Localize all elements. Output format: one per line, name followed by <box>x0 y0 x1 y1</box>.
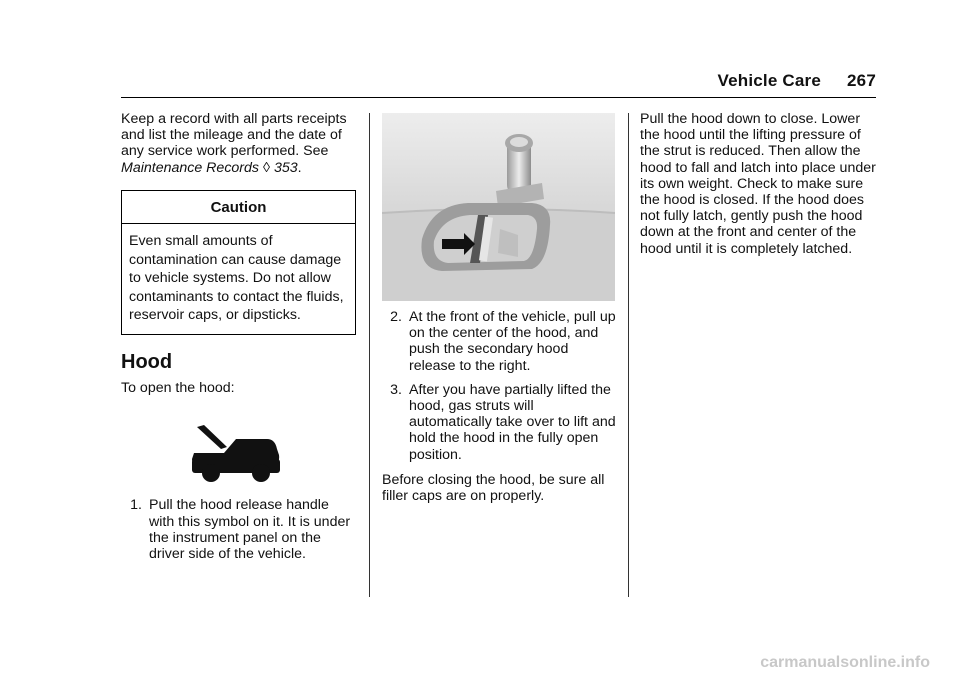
step-1: 1. Pull the hood release handle with this symbol on it. It is under the instrument panel on the driver side of the vehicle. <box>130 497 351 562</box>
open-intro: To open the hood: <box>121 380 235 397</box>
page-ref-icon: ◊ <box>262 159 270 176</box>
watermark: carmanualsonline.info <box>760 654 930 671</box>
column-3 <box>640 111 880 257</box>
close-hood-paragraph: Pull the hood down to close. Lower the hood until the lifting pressure of the strut is reduced. Then allow the hood to fall and latch into place under its own weight. Check to make sure the hood is closed. If the hood does not fully latch, gently push the hood down at the front and center of the hood until it is completely latched. <box>640 111 876 257</box>
caution-box <box>121 190 356 335</box>
hood-release-photo <box>382 113 615 301</box>
header-rule <box>121 97 876 98</box>
page-number: 267 <box>847 71 876 90</box>
section-title: Vehicle Care <box>717 71 822 90</box>
column-divider-2 <box>628 113 629 597</box>
step-3: 3. After you have partially lifted the hood, gas struts will automatically take over to lift and hold the hood in the fully open position. <box>390 381 616 463</box>
caution-title: Caution <box>122 191 355 224</box>
column-1 <box>121 111 357 562</box>
step-2: 2. At the front of the vehicle, pull up on the center of the hood, and push the secondary hood release to the right. <box>390 309 616 374</box>
caution-body: Even small amounts of contamination can cause damage to vehicle systems. Do not allow contaminants to contact the fluids, reservoir caps, or dipsticks. <box>129 233 344 324</box>
page-header <box>718 71 877 91</box>
column-divider-1 <box>369 113 370 597</box>
section-heading: Hood <box>121 350 173 373</box>
hood-release-icon <box>191 425 281 487</box>
maintenance-records-link[interactable]: Maintenance Records <box>121 159 260 176</box>
page-reference[interactable]: 353 <box>273 159 298 176</box>
column-2 <box>382 111 617 504</box>
closing-note: Before closing the hood, be sure all filler caps are on properly. <box>382 471 605 505</box>
records-paragraph: Keep a record with all parts receipts and list the mileage and the date of any service work performed. See Maintenance Records ◊ 353. <box>121 111 347 176</box>
